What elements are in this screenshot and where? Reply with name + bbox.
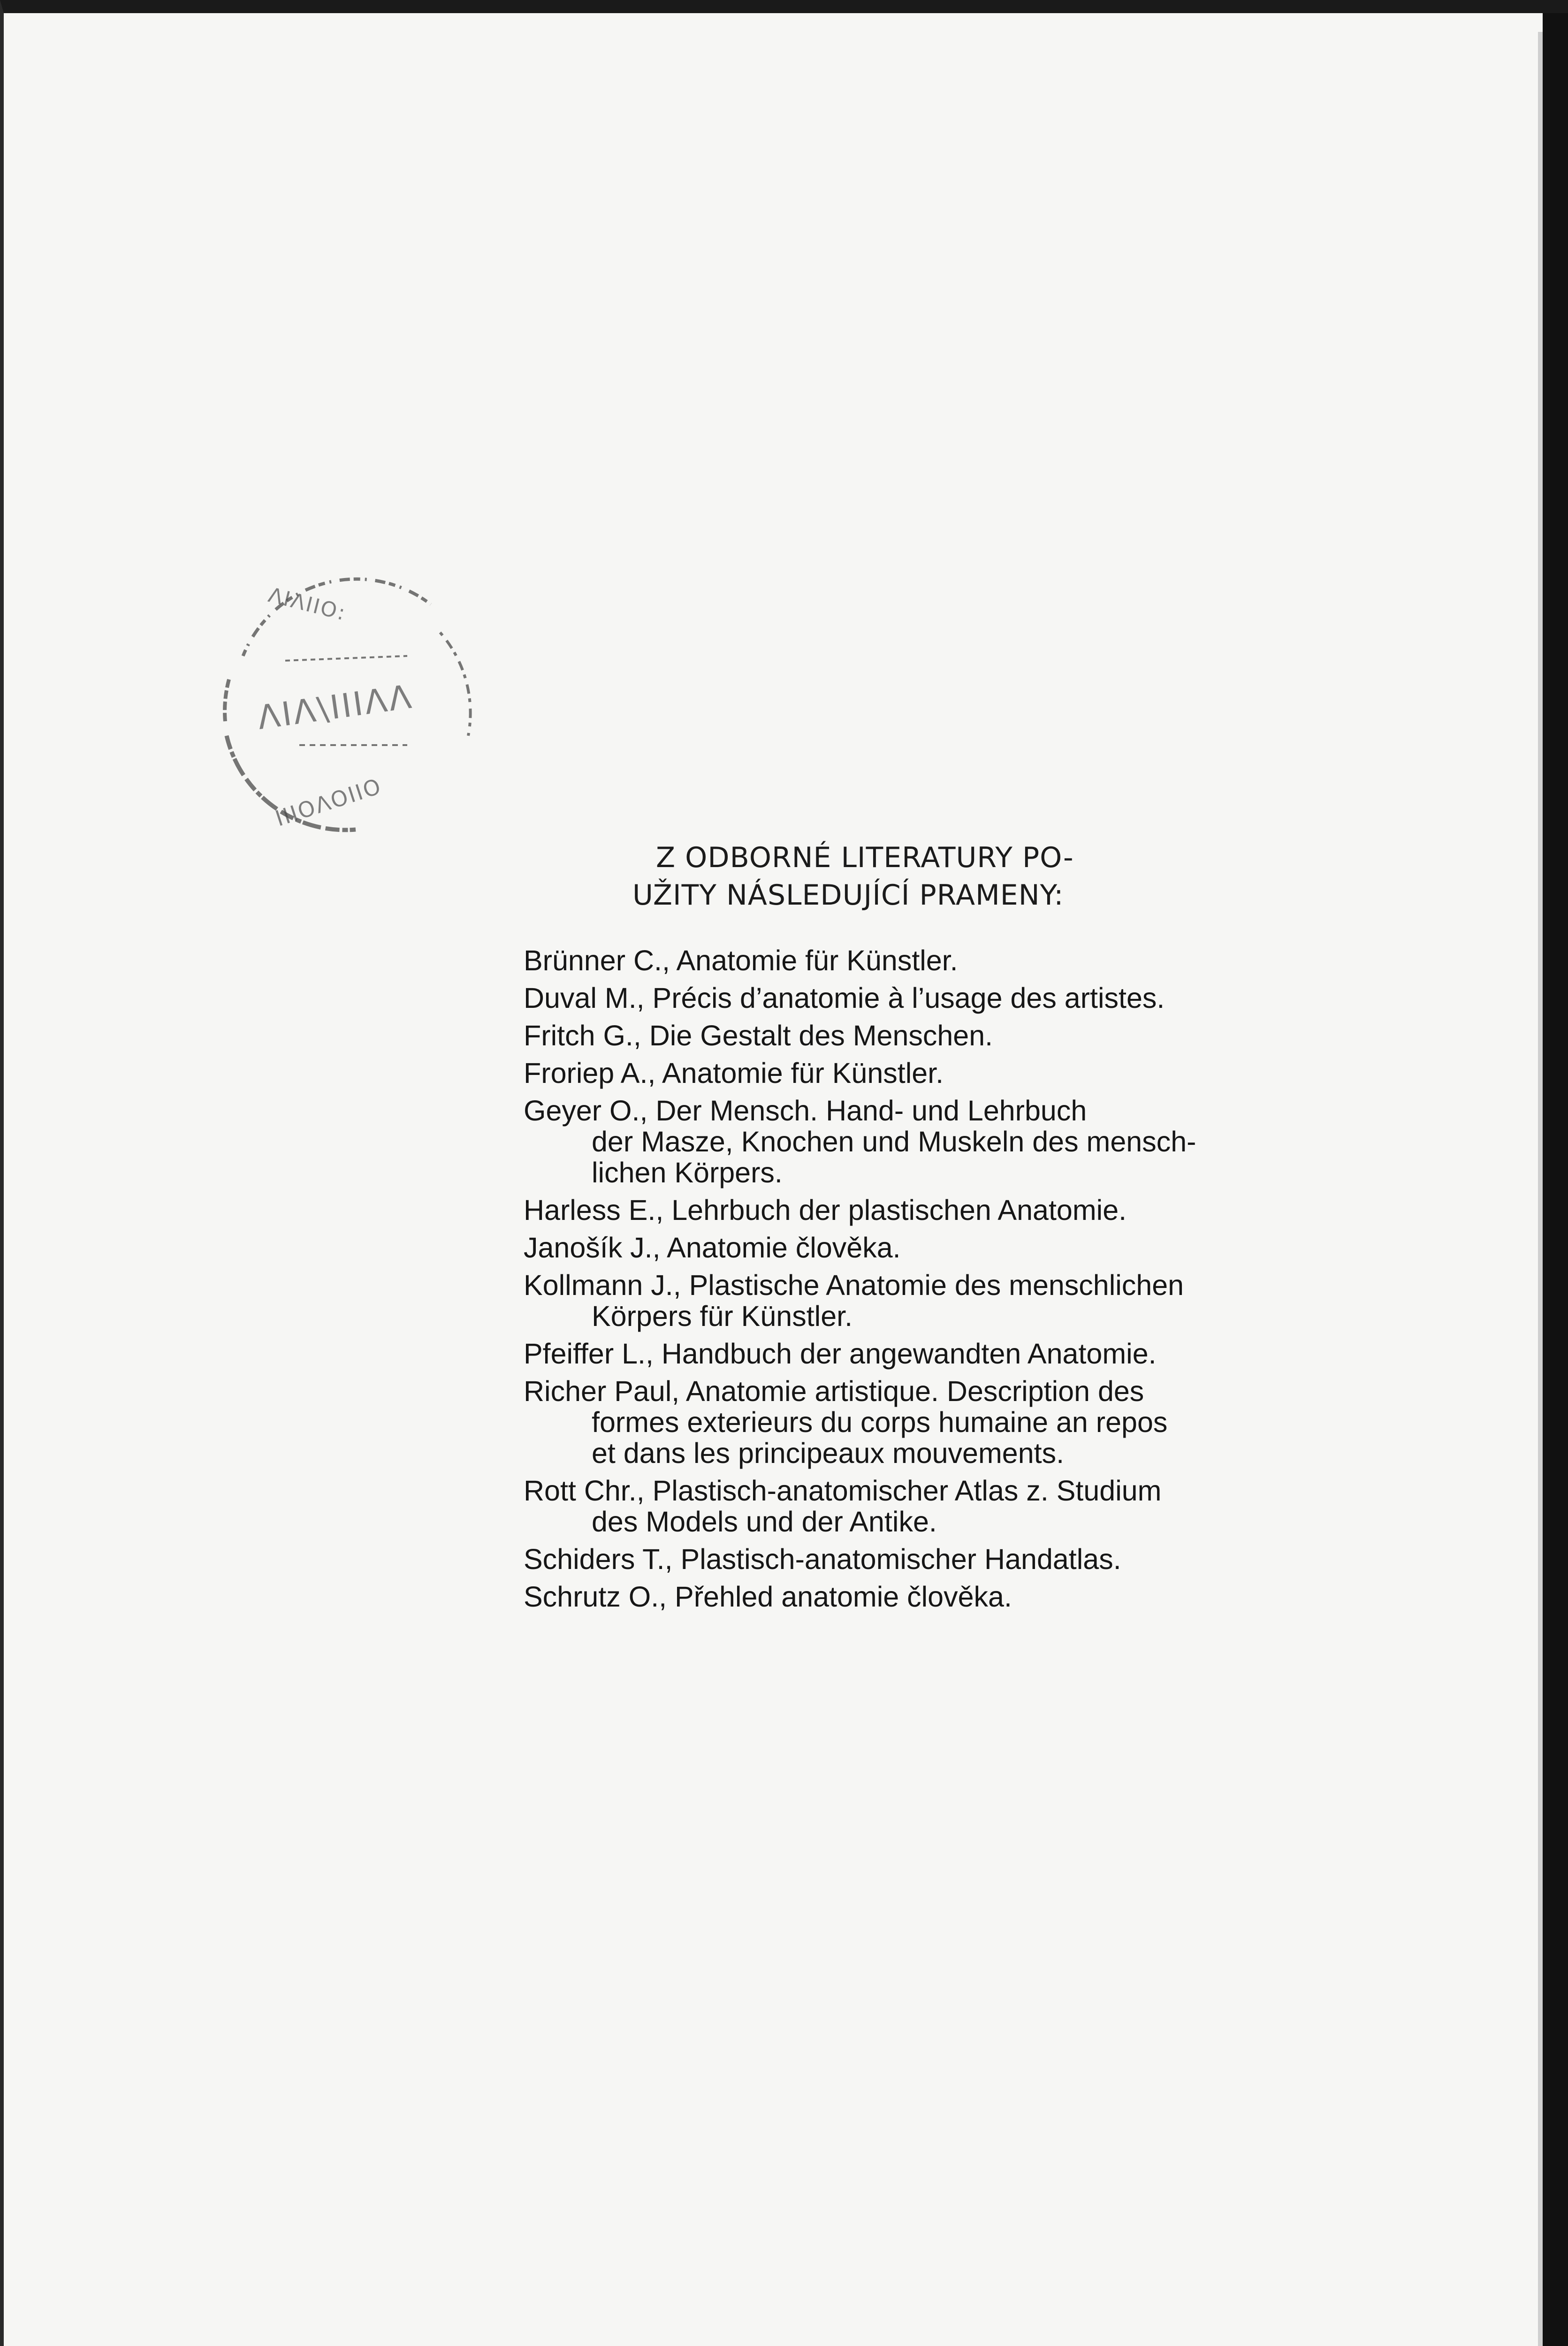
reference-continuation-line: Körpers für Künstler. [592,1300,853,1332]
reference-entry [524,1544,1298,1575]
reference-entry [524,1020,1298,1051]
reference-line: Kollmann J., Plastische Anatomie des menschlichen [524,1269,1184,1301]
reference-entry [524,945,1298,976]
reference-entry [524,1270,1298,1332]
heading-line-2: UŽITY NÁSLEDUJÍCÍ PRAMENY: [632,879,1064,912]
svg-text:ΛΙΛΙΙΟ:: ΛΙΛΙΙΟ: [266,583,349,626]
reference-entry [524,983,1298,1013]
reference-entry [524,1232,1298,1263]
reference-line: Schrutz O., Přehled anatomie člověka. [524,1581,1012,1613]
reference-line: Schiders T., Plastisch-anatomischer Handatlas. [524,1543,1121,1575]
reference-line: Harless E., Lehrbuch der plastischen Anatomie. [524,1194,1127,1226]
scan-border-right [1543,13,1568,2346]
reference-entry [524,1338,1298,1369]
reference-line: Geyer O., Der Mensch. Hand- und Lehrbuch [524,1095,1087,1127]
reference-continuation-line: lichen Körpers. [592,1157,783,1188]
reference-continuation-line: et dans les principeaux mouvements. [592,1437,1065,1469]
reference-line: Froriep A., Anatomie für Künstler. [524,1057,944,1089]
reference-line: Pfeiffer L., Handbuch der angewandten Anatomie. [524,1338,1157,1370]
reference-line: Brünner C., Anatomie für Künstler. [524,944,958,976]
reference-line: Rott Chr., Plastisch-anatomischer Atlas z. Studium [524,1475,1162,1507]
page-edge-shadow [1538,32,1543,2346]
section-heading [632,839,1289,914]
reference-entry [524,1376,1298,1469]
reference-list [524,945,1298,1619]
reference-line: Duval M., Précis d’anatomie à l’usage des artistes. [524,982,1165,1014]
reference-entry [524,1195,1298,1226]
reference-entry [524,1058,1298,1089]
reference-line: Janošík J., Anatomie člověka. [524,1232,901,1264]
reference-continuation-line: formes exterieurs du corps humaine an repos [592,1406,1168,1438]
reference-continuation-line: des Models und der Antike. [592,1506,937,1538]
reference-line: Richer Paul, Anatomie artistique. Description des [524,1375,1144,1407]
library-stamp [187,539,515,867]
heading-line-1: Z ODBORNÉ LITERATURY PO- [656,841,1074,874]
reference-line: Fritch G., Die Gestalt des Menschen. [524,1020,993,1051]
reference-entry [524,1095,1298,1188]
reference-continuation-line: der Masze, Knochen und Muskeln des mensch- [592,1126,1196,1158]
reference-entry [524,1475,1298,1537]
svg-text:ΛΙΛ\ΙΙΙΛΛ: ΛΙΛ\ΙΙΙΛΛ [255,677,416,738]
svg-text:ΙΙΙΟΛΟΙΙΟ: ΙΙΙΟΛΟΙΙΟ [272,773,385,831]
reference-entry [524,1581,1298,1612]
